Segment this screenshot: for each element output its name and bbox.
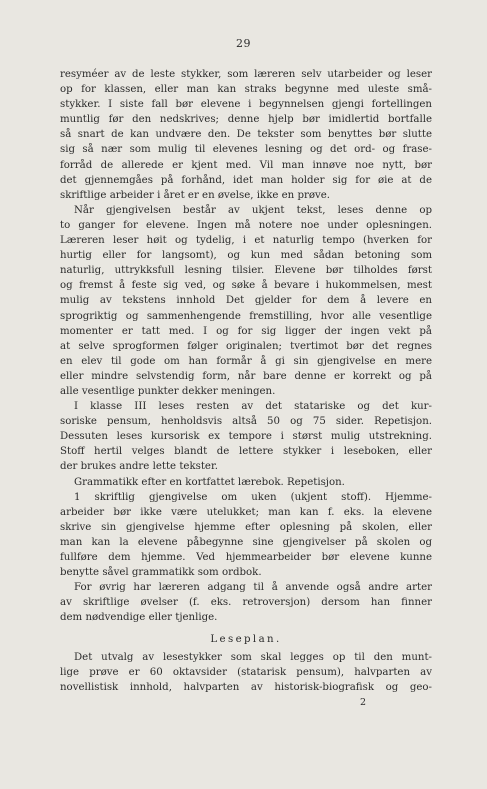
section-heading: Leseplan.: [210, 634, 282, 646]
text-line: naturlig, uttrykksfull lesning tilsier. Elevene bør tilholdes først: [60, 265, 432, 277]
text-line: arbeider bør ikke være utelukket; man kan f. eks. la elevene: [60, 506, 432, 518]
text-line: muntlig før den nedskrives; denne hjelp bør imidlertid bortfalle: [60, 114, 432, 126]
text-line: og fremst å feste sig ved, og søke å bevare i hukommelsen, mest: [60, 280, 432, 292]
text-line: man kan la elevene påbegynne sine gjengivelser på skolen og: [60, 536, 432, 548]
text-line: Grammatikk efter en kortfattet lærebok. Repetisjon.: [74, 476, 345, 488]
text-line: skriftlige arbeider i året er en øvelse, ikke en prøve.: [60, 189, 331, 201]
text-line: hurtig eller for langsomt), og kun med sådan betoning som: [60, 250, 432, 262]
text-line: novellistisk innhold, halvparten av historisk-biografisk og geo-: [60, 681, 432, 693]
text-line: eller mindre selvstendig form, når bare denne er korrekt og på: [60, 370, 432, 382]
text-line: fullføre dem hjemme. Ved hjemmearbeider bør elevene kunne: [60, 552, 432, 563]
text-line: soriske pensum, henholdsvis altså 50 og 75 sider. Repetisjon.: [60, 416, 432, 428]
text-line: sig så nær som mulig til elevenes lesning og det ord- og frase-: [60, 144, 432, 156]
text-line: lige prøve er 60 oktavsider (statarisk pensum), halvparten av: [60, 666, 432, 678]
text-line: 1 skriftlig gjengivelse om uken (ukjent stoff). Hjemme-: [74, 491, 432, 503]
text-line: Læreren leser høit og tydelig, i et naturlig tempo (hverken for: [60, 235, 432, 247]
text-line: I klasse III leses resten av det statariske og det kur-: [74, 401, 432, 413]
text-line: skrive sin gjengivelse hjemme efter oplesning på skolen, eller: [60, 521, 432, 533]
text-line: Stoff hertil velges blandt de lettere stykker i leseboken, eller: [60, 446, 432, 458]
text-line: Når gjengivelsen består av ukjent tekst, leses denne op: [74, 204, 432, 216]
text-line: stykker. I siste fall bør elevene i begynnelsen gjengi fortellingen: [60, 99, 432, 111]
text-line: op for klassen, eller man kan straks begynne med uleste små-: [60, 84, 432, 96]
text-line: Det utvalg av lesestykker som skal legges op til den munt-: [74, 651, 432, 663]
text-line: at selve sprogformen følger originalen; tvertimot bør det regnes: [60, 340, 432, 352]
text-line: dem nødvendige eller tjenlige.: [60, 612, 218, 624]
signature-mark: 2: [360, 697, 367, 708]
page-number: 29: [236, 37, 251, 50]
text-line: det gjennemgåes på forhånd, idet man holder sig for øie at de: [60, 174, 432, 186]
text-line: momenter er tatt med. I og for sig ligger der ingen vekt på: [60, 325, 432, 337]
text-line: forråd de allerede er kjent med. Vil man innøve noe nytt, bør: [60, 159, 432, 171]
text-line: For øvrig har læreren adgang til å anvende også andre arter: [74, 582, 432, 594]
body-text: [60, 67, 432, 695]
text-line: alle vesentlige punkter dekker meningen.: [60, 385, 276, 397]
text-line: resyméer av de leste stykker, som læreren selv utarbeider og leser: [60, 69, 432, 80]
text-line: der brukes andre lette tekster.: [60, 461, 218, 473]
text-line: sprogriktig og sammenhengende fremstilling, hvor alle vesentlige: [60, 310, 432, 322]
text-line: så snart de kan undvære den. De tekster som benyttes bør slutte: [60, 129, 432, 141]
text-line: benytte såvel grammatikk som ordbok.: [60, 567, 262, 579]
text-line: en elev til gode om han formår å gi sin gjengivelse en mere: [60, 355, 432, 367]
text-line: to ganger for elevene. Ingen må notere noe under oplesningen.: [60, 219, 432, 231]
text-line: mulig av tekstens innhold Det gjelder for dem å levere en: [60, 295, 432, 307]
text-line: av skriftlige øvelser (f. eks. retroversjon) dersom han finner: [60, 597, 432, 609]
text-line: Dessuten leses kursorisk ex tempore i størst mulig utstrekning.: [60, 431, 432, 443]
